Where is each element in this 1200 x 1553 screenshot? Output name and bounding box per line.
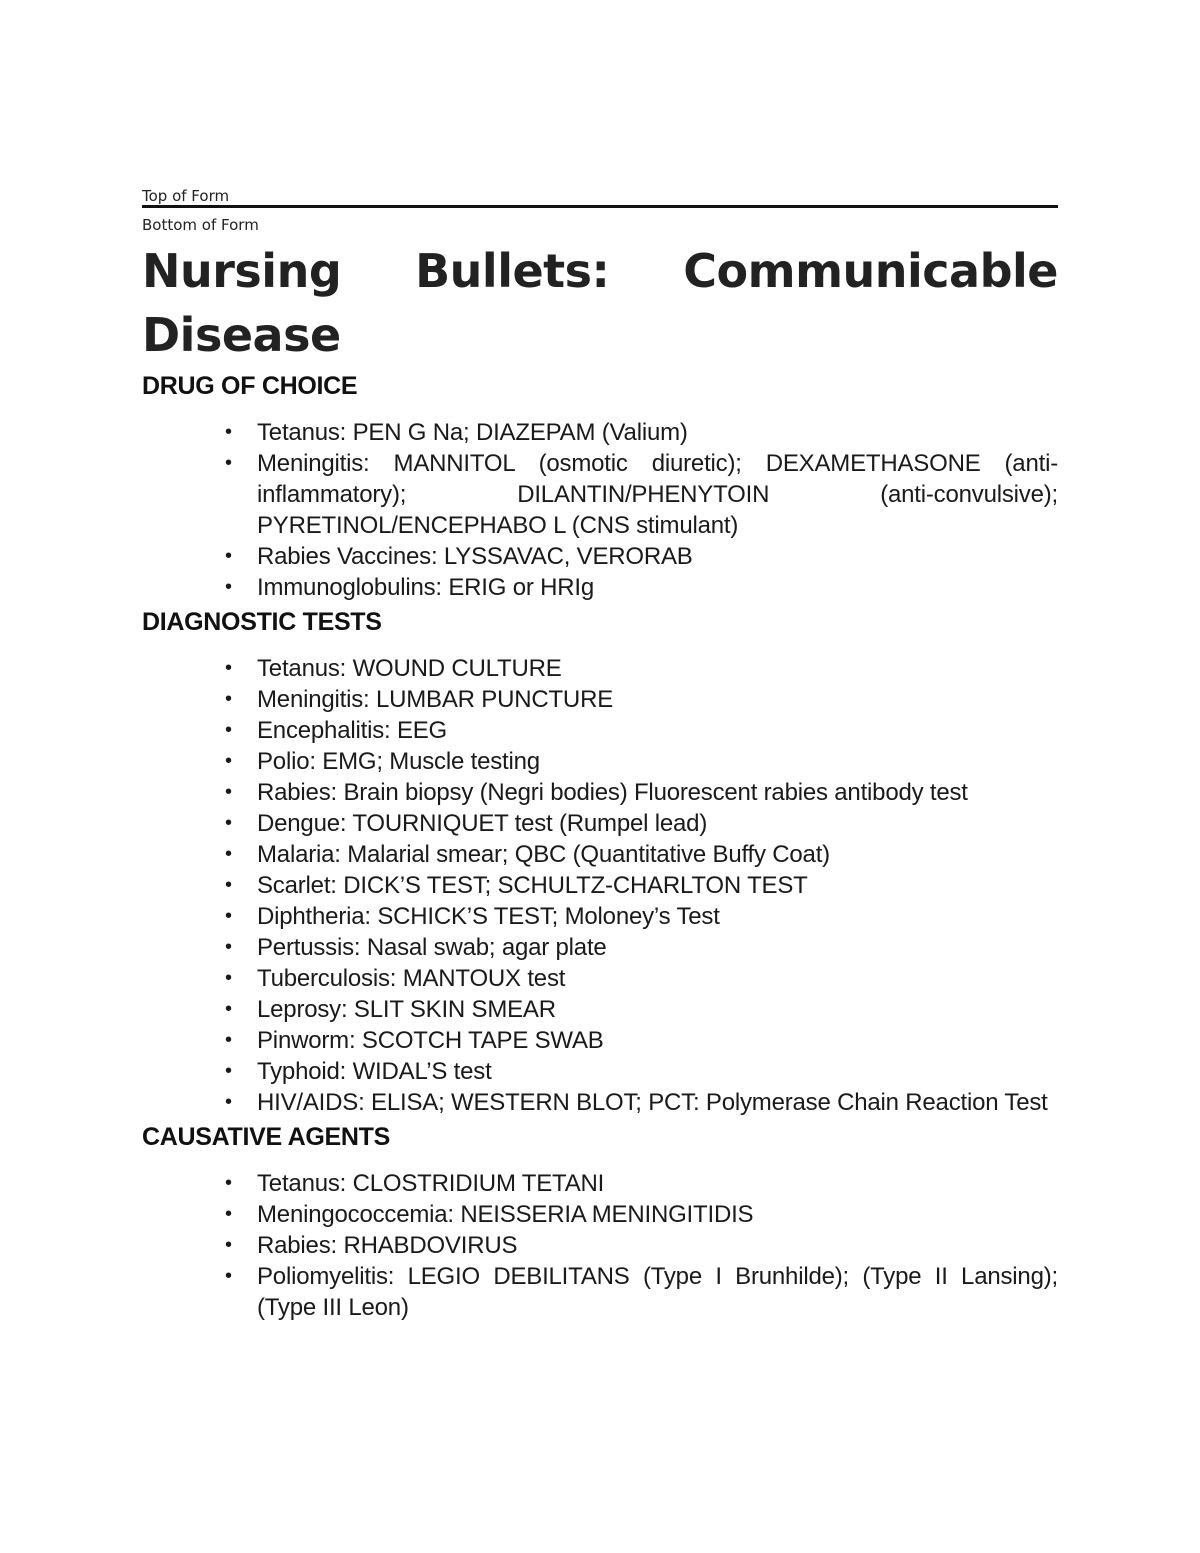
bullet-icon: • <box>225 936 232 958</box>
diagnostic-tests-list <box>142 653 1058 1118</box>
list-item-text: Meningitis: LUMBAR PUNCTURE <box>257 686 614 713</box>
causative-agents-list <box>142 1168 1058 1323</box>
list-item-text: Diphtheria: SCHICK’S TEST; Moloney’s Test <box>257 903 720 930</box>
list-item <box>225 1230 1058 1261</box>
list-item <box>225 1261 1058 1323</box>
bullet-icon: • <box>225 967 232 989</box>
list-item <box>225 963 1058 994</box>
bullet-icon: • <box>225 874 232 896</box>
list-item <box>225 1168 1058 1199</box>
list-item <box>225 808 1058 839</box>
section-heading-diagnostic-tests: DIAGNOSTIC TESTS <box>142 608 382 636</box>
bullet-icon: • <box>225 905 232 927</box>
bullet-icon: • <box>225 1234 232 1256</box>
bullet-icon: • <box>225 1029 232 1051</box>
list-item <box>225 746 1058 777</box>
list-item-text: Tetanus: CLOSTRIDIUM TETANI <box>257 1170 605 1197</box>
list-item <box>225 417 1058 448</box>
list-item <box>225 901 1058 932</box>
list-item-text: Dengue: TOURNIQUET test (Rumpel lead) <box>257 810 708 837</box>
list-item <box>225 932 1058 963</box>
bullet-icon: • <box>225 688 232 710</box>
list-item <box>225 1025 1058 1056</box>
list-item <box>225 1199 1058 1230</box>
bottom-of-form-marker: Bottom of Form <box>142 216 259 234</box>
section-heading-drug-of-choice: DRUG OF CHOICE <box>142 372 358 400</box>
bullet-icon: • <box>225 657 232 679</box>
bullet-icon: • <box>225 452 232 474</box>
list-item <box>225 684 1058 715</box>
list-item-text: Rabies: RHABDOVIRUS <box>257 1232 518 1259</box>
list-item-text: Pertussis: Nasal swab; agar plate <box>257 934 607 961</box>
list-item <box>225 541 1058 572</box>
list-item <box>225 1056 1058 1087</box>
list-item <box>225 777 1058 808</box>
list-item-text: Immunoglobulins: ERIG or HRIg <box>257 574 594 601</box>
list-item <box>225 572 1058 603</box>
list-item-text: Poliomyelitis: LEGIO DEBILITANS (Type I Brunhilde); (Type II Lansing); (Type III Leon) <box>257 1263 1058 1321</box>
list-item <box>225 870 1058 901</box>
list-item <box>225 715 1058 746</box>
list-item-text: Encephalitis: EEG <box>257 717 448 744</box>
bullet-icon: • <box>225 812 232 834</box>
bullet-icon: • <box>225 998 232 1020</box>
bullet-icon: • <box>225 545 232 567</box>
top-of-form-marker: Top of Form <box>142 186 1058 208</box>
list-item-text: Tuberculosis: MANTOUX test <box>257 965 566 992</box>
list-item-text: Scarlet: DICK’S TEST; SCHULTZ-CHARLTON TEST <box>257 872 808 899</box>
list-item-text: Malaria: Malarial smear; QBC (Quantitative Buffy Coat) <box>257 841 830 868</box>
list-item-text: Pinworm: SCOTCH TAPE SWAB <box>257 1027 604 1054</box>
bullet-icon: • <box>225 843 232 865</box>
list-item-text: HIV/AIDS: ELISA; WESTERN BLOT; PCT: Polymerase Chain Reaction Test <box>257 1089 1048 1116</box>
drug-of-choice-list <box>142 417 1058 603</box>
bullet-icon: • <box>225 1091 232 1113</box>
section-heading-causative-agents: CAUSATIVE AGENTS <box>142 1123 390 1151</box>
list-item-text: Rabies: Brain biopsy (Negri bodies) Fluorescent rabies antibody test <box>257 779 968 806</box>
list-item <box>225 994 1058 1025</box>
bullet-icon: • <box>225 719 232 741</box>
bullet-icon: • <box>225 1203 232 1225</box>
page-title: Nursing Bullets: Communicable Disease <box>142 244 1058 362</box>
list-item-text: Rabies Vaccines: LYSSAVAC, VERORAB <box>257 543 693 570</box>
bullet-icon: • <box>225 750 232 772</box>
list-item-text: Tetanus: WOUND CULTURE <box>257 655 562 682</box>
bullet-icon: • <box>225 421 232 443</box>
list-item <box>225 653 1058 684</box>
bullet-icon: • <box>225 781 232 803</box>
bullet-icon: • <box>225 1060 232 1082</box>
bullet-icon: • <box>225 1172 232 1194</box>
list-item-text: Meningococcemia: NEISSERIA MENINGITIDIS <box>257 1201 754 1228</box>
list-item-text: Typhoid: WIDAL’S test <box>257 1058 492 1085</box>
list-item-text: Meningitis: MANNITOL (osmotic diuretic); DEXAMETHASONE (anti-inflammatory); DILANTIN/PHENYTOIN (anti-convulsive); PYRETINOL/ENCEPHABO L (CNS stimulant) <box>257 450 1058 539</box>
list-item <box>225 1087 1058 1118</box>
document-page <box>142 186 1058 1323</box>
list-item-text: Leprosy: SLIT SKIN SMEAR <box>257 996 556 1023</box>
bullet-icon: • <box>225 1265 232 1287</box>
list-item <box>225 448 1058 541</box>
list-item-text: Polio: EMG; Muscle testing <box>257 748 540 775</box>
list-item <box>225 839 1058 870</box>
bullet-icon: • <box>225 576 232 598</box>
list-item-text: Tetanus: PEN G Na; DIAZEPAM (Valium) <box>257 419 688 446</box>
